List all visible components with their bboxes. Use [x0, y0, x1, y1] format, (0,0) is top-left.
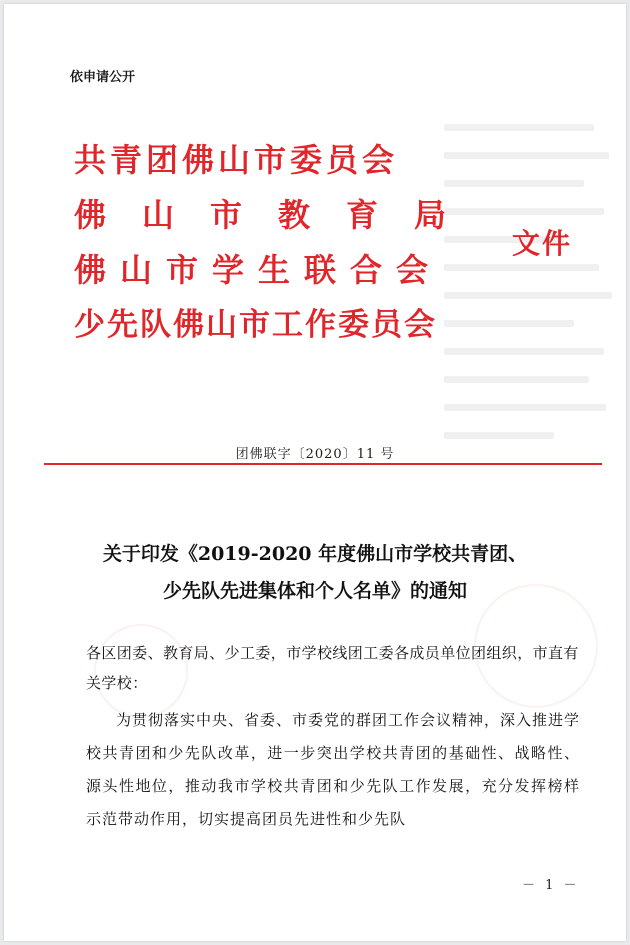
title-line-2: 少先队先进集体和个人名单》的通知	[162, 580, 467, 602]
issuer-line	[74, 140, 454, 195]
document-number: 团佛联字〔2020〕11 号	[235, 447, 395, 462]
document-type-label: 文件	[512, 227, 573, 260]
issuer-line	[74, 250, 454, 305]
issuer-name: 少先队佛山市工作委员会	[74, 307, 437, 343]
disclosure-label: 依申请公开	[70, 70, 136, 85]
issuer-block	[74, 140, 483, 360]
issuer-name: 佛山市学生联合会	[74, 251, 443, 289]
issuer-name: 共青团佛山市委员会	[74, 141, 399, 179]
issuer-name: 佛山市教育局	[74, 196, 483, 234]
issuer-line	[74, 195, 483, 250]
issuer-line	[74, 305, 454, 360]
body-paragraph: 为贯彻落实中央、省委、市委党的群团工作会议精神，深入推进学校共青团和少先队改革，进一步突出学校共青团的基础性、战略性、源头性地位，推动我市学校共青团和少先队工作发展，充分发挥榜样示范带动作用，切实提高团员先进性和少先队	[86, 711, 581, 828]
red-divider-line	[44, 463, 602, 465]
page-number: － 1 －	[522, 878, 580, 893]
salutation: 各区团委、教育局、少工委，市学校线团工委各成员单位团组织，市直有关学校：	[86, 644, 579, 692]
document-title	[24, 536, 606, 610]
document-page	[4, 4, 626, 941]
title-line-1: 关于印发《2019-2020 年度佛山市学校共青团、	[102, 543, 528, 565]
